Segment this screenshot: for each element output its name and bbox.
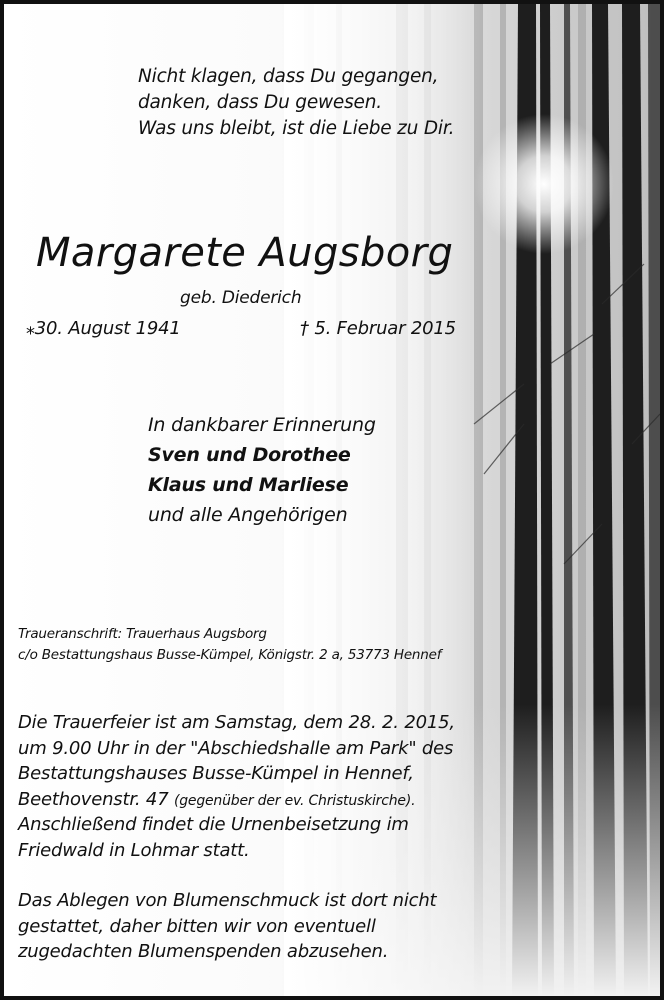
ceremony-line: Bestattungshauses Busse-Kümpel in Hennef, <box>18 763 414 784</box>
quote-line: Was uns bleibt, ist die Liebe zu Dir. <box>138 118 455 139</box>
ceremony-line: Friedwald in Lohmar statt. <box>18 839 250 861</box>
ceremony-line <box>18 787 455 813</box>
address-line: Traueranschrift: Trauerhaus Augsborg <box>18 626 267 642</box>
mourners-block <box>148 410 376 530</box>
note-line: zugedachten Blumenspenden abzusehen. <box>18 941 389 962</box>
address-line: c/o Bestattungshaus Busse-Kümpel, Königstr. 2 a, 53773 Hennef <box>18 647 442 663</box>
memorial-quote <box>138 64 454 142</box>
mourner-family: Klaus und Marliese <box>148 474 349 496</box>
death-date: † 5. Februar 2015 <box>300 318 456 339</box>
ceremony-line: Die Trauerfeier ist am Samstag, dem 28. 2. 2015, <box>18 712 455 733</box>
mourning-address <box>18 624 441 666</box>
ceremony-street: Beethovenstr. 47 <box>18 788 174 810</box>
birth-date: ⁎30. August 1941 <box>26 318 181 339</box>
maiden-name: geb. Diederich <box>180 288 302 308</box>
mourners-others: und alle Angehörigen <box>148 504 348 526</box>
ceremony-street-note: (gegenüber der ev. Christuskirche). <box>173 792 416 809</box>
mourner-family: Sven und Dorothee <box>148 444 351 466</box>
deceased-name: Margarete Augsborg <box>36 230 454 276</box>
quote-line: Nicht klagen, dass Du gegangen, <box>138 66 439 87</box>
ceremony-details <box>18 710 455 863</box>
mourners-intro: In dankbarer Erinnerung <box>148 414 376 436</box>
quote-line: danken, dass Du gewesen. <box>138 92 382 113</box>
flowers-note <box>18 888 436 965</box>
ceremony-line: um 9.00 Uhr in der "Abschiedshalle am Park" des <box>18 737 454 759</box>
ceremony-line: Anschließend findet die Urnenbeisetzung im <box>18 814 409 835</box>
note-line: Das Ablegen von Blumenschmuck ist dort nicht <box>18 890 437 911</box>
note-line: gestattet, daher bitten wir von eventuell <box>18 915 376 937</box>
